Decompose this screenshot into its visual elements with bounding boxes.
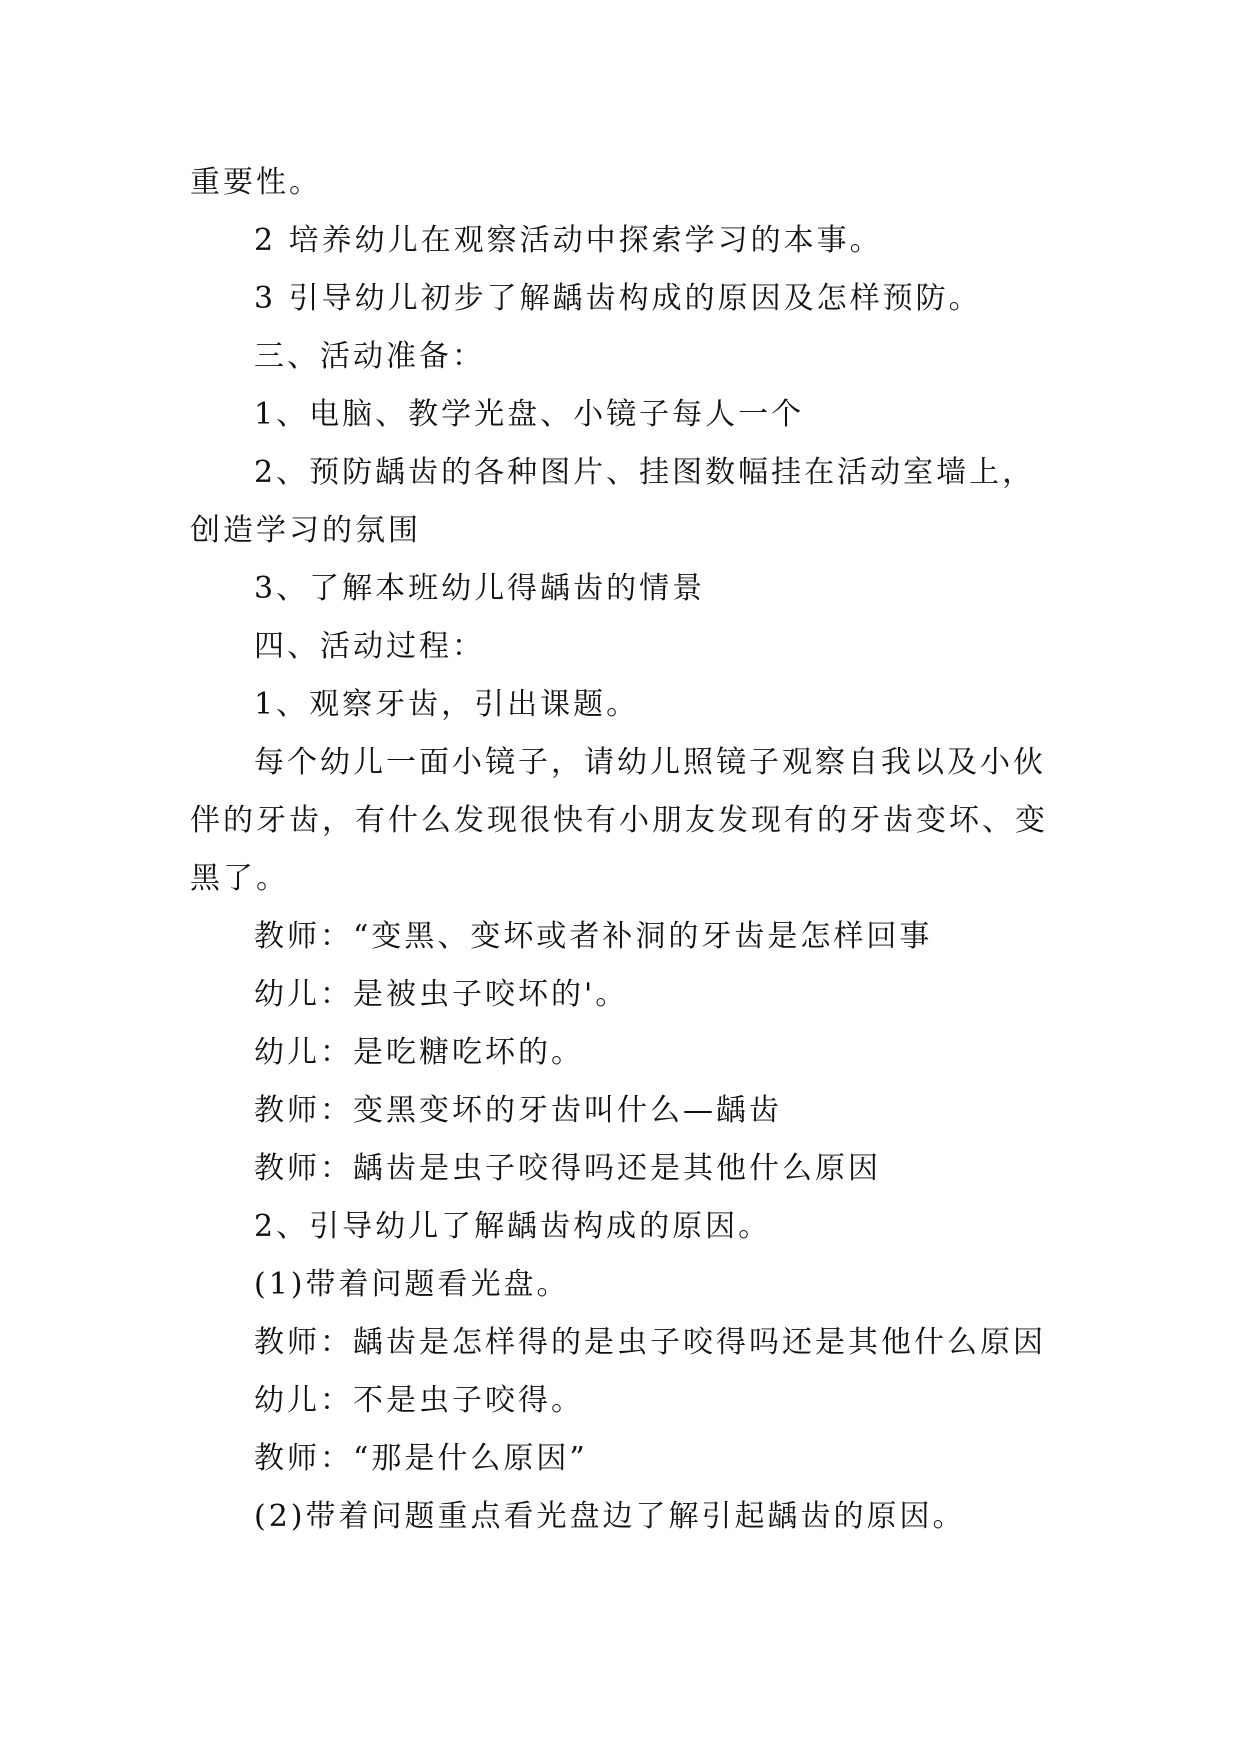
paragraph: 2、引导幼儿了解龋齿构成的原因。: [254, 1209, 772, 1244]
dialogue-line: 幼儿：是被虫子咬坏的'。: [254, 977, 629, 1012]
paragraph: (2)带着问题重点看光盘边了解引起龋齿的原因。: [254, 1499, 966, 1534]
section-heading: 四、活动过程：: [254, 629, 485, 664]
dialogue-line: 教师：龋齿是怎样得的是虫子咬得吗还是其他什么原因: [254, 1325, 1046, 1360]
paragraph: 重要性。: [190, 165, 322, 200]
paragraph: 2、预防龋齿的各种图片、挂图数幅挂在活动室墙上，创造学习的氛围: [190, 455, 1036, 548]
dialogue-line: 教师：变黑变坏的牙齿叫什么—龋齿: [254, 1093, 782, 1128]
section-heading: 三、活动准备：: [254, 339, 485, 374]
paragraph: 每个幼儿一面小镜子，请幼儿照镜子观察自我以及小伙伴的牙齿，有什么发现很快有小朋友发现有的牙齿变坏、变黑了。: [190, 745, 1048, 896]
paragraph: (1)带着问题看光盘。: [254, 1267, 570, 1302]
document-page: [190, 154, 1060, 1546]
dialogue-line: 教师：“变黑、变坏或者补洞的牙齿是怎样回事: [254, 919, 933, 954]
dialogue-line: 教师：龋齿是虫子咬得吗还是其他什么原因: [254, 1151, 881, 1186]
dialogue-line: 幼儿：不是虫子咬得。: [254, 1383, 584, 1418]
paragraph: 3、了解本班幼儿得龋齿的情景: [254, 571, 706, 606]
dialogue-line: 幼儿：是吃糖吃坏的。: [254, 1035, 584, 1070]
paragraph: 1、观察牙齿，引出课题。: [254, 687, 640, 722]
paragraph: 1、电脑、教学光盘、小镜子每人一个: [254, 397, 805, 432]
paragraph: 3 引导幼儿初步了解龋齿构成的原因及怎样预防。: [254, 281, 982, 316]
dialogue-line: 教师：“那是什么原因”: [254, 1441, 588, 1476]
paragraph: 2 培养幼儿在观察活动中探索学习的本事。: [254, 223, 883, 258]
